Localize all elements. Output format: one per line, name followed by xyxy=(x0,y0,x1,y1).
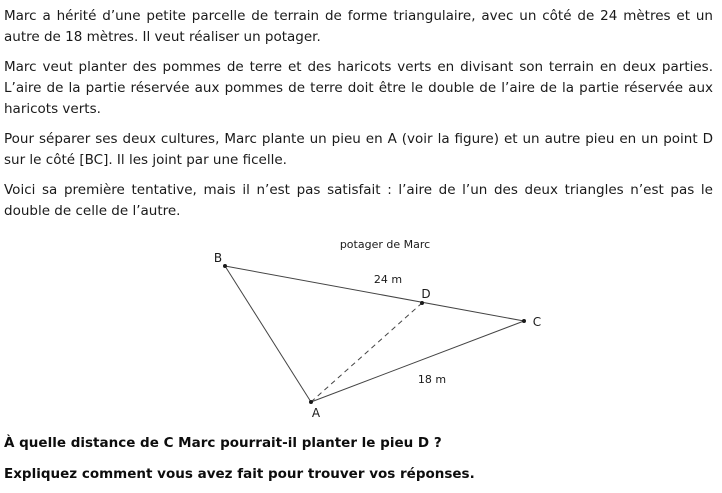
point-D-label: D xyxy=(421,287,431,301)
point-C-label: C xyxy=(532,315,542,329)
point-C-dot xyxy=(522,319,526,323)
triangle-figure xyxy=(0,227,722,427)
point-B-label: B xyxy=(213,251,223,265)
point-B-dot xyxy=(223,264,227,268)
measure-24m-label: 24 m xyxy=(373,273,403,286)
side-BA xyxy=(225,266,311,402)
question-explication: Expliquez comment vous avez fait pour trouver vos réponses. xyxy=(4,466,475,482)
point-A-label: A xyxy=(311,406,321,420)
point-A-dot xyxy=(309,400,313,404)
paragraph-intro: Marc a hérité d’une petite parcelle de terrain de forme triangulaire, avec un côté de 24 mètres et un autre de 18 mètres. Il veut réaliser un potager. xyxy=(4,8,713,45)
side-AC xyxy=(311,321,524,402)
paragraph-pieux: Pour séparer ses deux cultures, Marc plante un pieu en A (voir la figure) et un autre pieu en un point D sur le côté [BC]. Il les joint par une ficelle. xyxy=(4,131,713,168)
paragraph-cultures: Marc veut planter des pommes de terre et des haricots verts en divisant son terrain en deux parties. L’aire de la partie réservée aux pommes de terre doit être le double de l’aire de la partie réservée aux haricots verts. xyxy=(4,59,713,117)
paragraph-tentative: Voici sa première tentative, mais il n’est pas satisfait : l’aire de l’un des deux triangles n’est pas le double de celle de l’autre. xyxy=(4,182,713,219)
figure-title: potager de Marc xyxy=(339,238,431,251)
question-distance: À quelle distance de C Marc pourrait-il planter le pieu D ? xyxy=(4,435,442,451)
point-D-dot xyxy=(420,301,424,305)
triangle-figure-svg xyxy=(0,227,722,427)
measure-18m-label: 18 m xyxy=(417,373,447,386)
segment-AD-ficelle xyxy=(311,303,422,402)
